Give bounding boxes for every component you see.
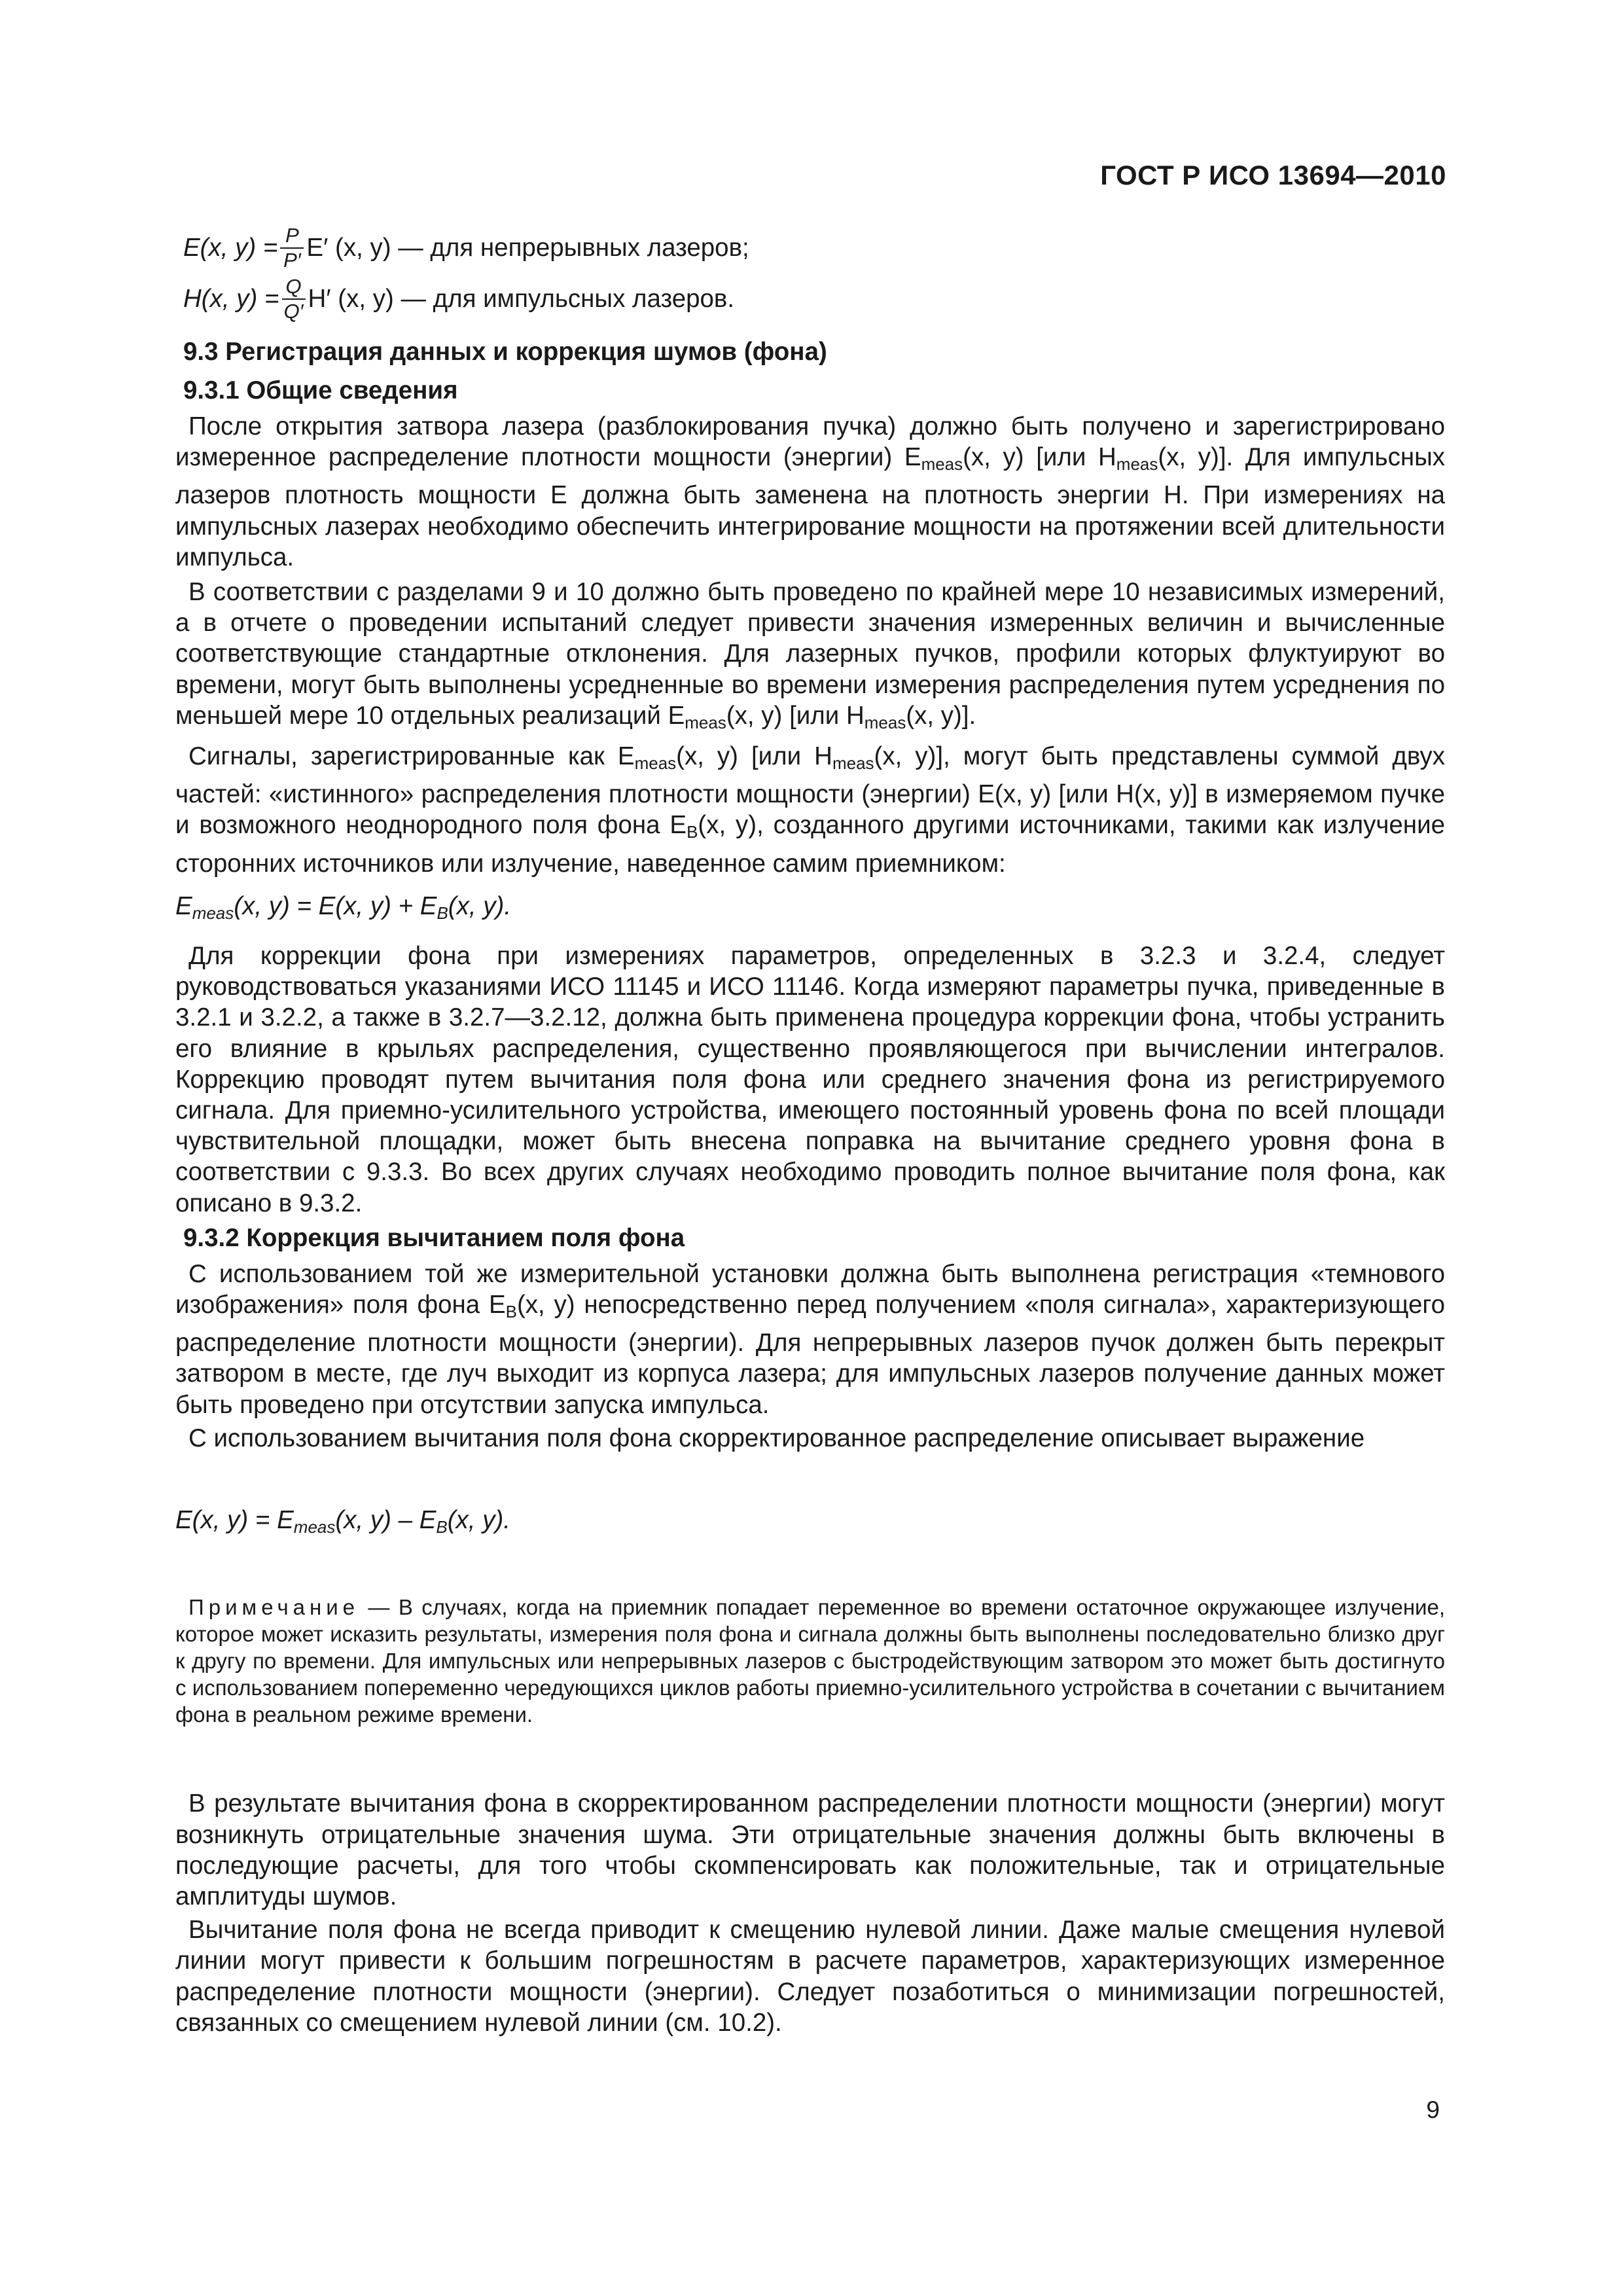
formula-fraction (282, 276, 306, 322)
equation-measured-signal (175, 891, 1445, 929)
subscript: B (505, 1302, 517, 1322)
text-run: (x, y)]. Для импульсных лазеров плотность мощности E должна быть заменена на плотность энергии H. При измерениях на импульсных лазерах необходимо обеспечить интегрирование мощности на протяжении всей длительности импульса. (175, 443, 1446, 571)
formula-fraction (280, 225, 304, 271)
note-text: — В случаях, когда на приемник попадает переменное во времени остаточное окружающее излучение, которое может исказить результаты, измерения поля фона и сигнала должны быть выполнены последовательно близко друг к другу по времени. Для импульсных или непрерывных лазеров с быстродействующим затвором это может быть достигнуто с использованием попеременно чередующихся циклов работы приемно-усилительного устройства в сочетании с вычитанием фона в реальном режиме времени. (175, 1595, 1445, 1727)
section-heading-9-3-2: 9.3.2 Коррекция вычитанием поля фона (183, 1223, 685, 1252)
subscript: meas (1116, 454, 1158, 475)
page-content (175, 223, 1445, 2038)
formula-rhs: H′ (x, y) — для импульсных лазеров. (308, 285, 735, 313)
subscript: B (687, 822, 698, 842)
fraction-numerator: P (285, 224, 299, 247)
formula-energy-density (183, 274, 1445, 325)
paragraph (175, 1259, 1445, 1420)
text-run: (x, y). (448, 891, 512, 920)
equation-corrected-distribution (175, 1505, 1445, 1543)
section-heading-9-3-1: 9.3.1 Общие сведения (183, 376, 458, 404)
paragraph: С использованием вычитания поля фона скорректированное распределение описывает выражение (188, 1424, 1365, 1452)
text-run: (x, y) непосредственно перед получением «поля сигнала», характеризующего распределение плотности мощности (энергии). Для непрерывных лазеров пучок должен быть перекрыт затвором в месте, где луч выходит из корпуса лазера; для импульсных лазеров получение данных может быть проведено при отсутствии запуска импульса. (175, 1291, 1445, 1419)
subscript: meas (864, 712, 906, 732)
paragraph: Для коррекции фона при измерениях параметров, определенных в 3.2.3 и 3.2.4, следует руководствоваться указаниями ИСО 11145 и ИСО 11146. Когда измеряют параметры пучка, приведенные в 3.2.1 и 3.2.2, а также в 3.2.7—3.2.12, должна быть применена процедура коррекции фона, чтобы устранить его влияние в крыльях распределения, существенно проявляющегося при вычислении интегралов. Коррекцию проводят путем вычитания поля фона или среднего значения фона из регистрируемого сигнала. Для приемно-усилительного устройства, имеющего постоянный уровень фона по всей площади чувствительной площадки, может быть внесена поправка на вычитание среднего уровня фона в соответствии с 9.3.3. Во всех других случаях необходимо проводить полное вычитание поля фона, как описано в 9.3.2. (175, 942, 1445, 1217)
text-run: (x, y) – E (335, 1506, 437, 1535)
subscript: B (437, 903, 448, 923)
text-run: (x, y), созданного другими источниками, такими как излучение сторонних источников или излучение, наведенное самим приемником: (175, 811, 1445, 878)
paragraph (175, 577, 1445, 738)
formula-lhs: E(x, y) = (183, 234, 278, 262)
page-number: 9 (1426, 2096, 1440, 2123)
fraction-denominator: Q′ (283, 300, 304, 323)
fraction-numerator: Q (285, 275, 302, 298)
paragraph: В результате вычитания фона в скорректированном распределении плотности мощности (энергии) могут возникнуть отрицательные значения шума. Эти отрицательные значения должны быть включены в последующие расчеты, для того чтобы скомпенсировать как положительные, так и отрицательные амплитуды шумов. (175, 1789, 1445, 1910)
formula-rhs: E′ (x, y) — для непрерывных лазеров; (306, 234, 749, 262)
formula-power-density (183, 223, 1445, 274)
subscript: meas (921, 454, 963, 475)
section-heading-9-3: 9.3 Регистрация данных и коррекция шумов (фона) (183, 338, 827, 366)
subscript: B (436, 1517, 448, 1537)
text-run: С использованием той же измерительной установки должна быть выполнена регистрация «темнового изображения» поля фона E (175, 1259, 1445, 1319)
subscript: meas (634, 753, 677, 774)
text-run: (x, y)]. (906, 701, 976, 730)
note-label: Примечание (188, 1595, 360, 1620)
text-run: (x, y) [или H (726, 701, 865, 730)
paragraph (175, 741, 1445, 879)
subscript: meas (192, 903, 234, 923)
text-run: (x, y). (447, 1506, 510, 1535)
text-run: (x, y) [или H (963, 443, 1116, 472)
document-id-header: ГОСТ Р ИСО 13694—2010 (1100, 160, 1446, 190)
text-run: (x, y) [или H (676, 742, 832, 771)
paragraph: Вычитание поля фона не всегда приводит к смещению нулевой линии. Даже малые смещения нулевой линии могут привести к большим погрешностям в расчете параметров, характеризующих измеренное распределение плотности мощности (энергии). Следует позаботиться о минимизации погрешностей, связанных со смещением нулевой линии (см. 10.2). (175, 1916, 1445, 2037)
text-run: В соответствии с разделами 9 и 10 должно быть проведено по крайней мере 10 независимых измерений, а в отчете о проведении испытаний следует привести значения измеренных величин и вычисленные соответствующие стандартные отклонения. Для лазерных пучков, профили которых флуктуируют во времени, могут быть выполнены усредненные во времени измерения распределения путем усреднения по меньшей мере 10 отдельных реализаций E (175, 578, 1445, 730)
subscript: meas (685, 712, 726, 732)
subscript: meas (293, 1517, 336, 1537)
text-run: (x, y) = E(x, y) + E (234, 891, 437, 920)
fraction-denominator: P′ (283, 249, 301, 272)
text-run: После открытия затвора лазера (разблокирования пучка) должно быть получено и зарегистрировано измеренное распределение плотности мощности (энергии) E (175, 412, 1445, 472)
text-run: E (175, 891, 192, 920)
text-run: E(x, y) = E (175, 1506, 294, 1535)
subscript: meas (832, 753, 874, 774)
text-run: Сигналы, зарегистрированные как E (188, 742, 635, 771)
paragraph (175, 411, 1445, 573)
text-run: (x, y)], могут быть представлены суммой двух частей: «истинного» распределения плотности мощности (энергии) E(x, y) [или H(x, y)] в измеряемом пучке и возможного неоднородного поля фона E (175, 742, 1445, 840)
formula-lhs: H(x, y) = (183, 285, 279, 313)
note (175, 1594, 1445, 1728)
